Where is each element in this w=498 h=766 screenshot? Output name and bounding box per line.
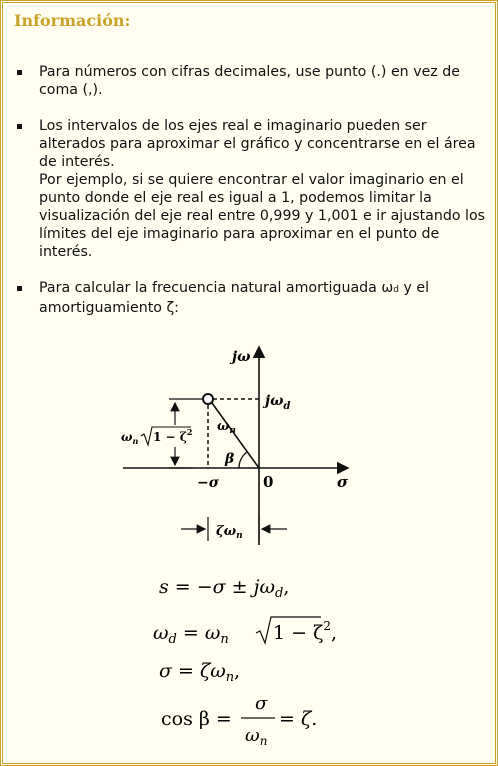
origin-label: 0: [263, 473, 274, 491]
bullet-item: [17, 63, 487, 99]
equations-block: [153, 571, 353, 751]
equation-4-numerator: σ: [255, 693, 268, 714]
equation-1: $s = -\sigma \pm j\omega_d$,: [159, 576, 290, 601]
s-plane-diagram: [113, 335, 363, 555]
bullet-list: [17, 63, 487, 335]
imag-axis-label: jω: [232, 349, 251, 365]
equation-2-radicand: $1 - \zeta^2$,: [273, 619, 338, 644]
left-dim-label: $\omega_n$: [121, 430, 139, 446]
real-axis-label: σ: [337, 473, 349, 491]
equation-3: $\sigma = \zeta\omega_n$,: [159, 660, 241, 685]
bullet-item: [17, 279, 487, 317]
pole-marker: [203, 394, 213, 404]
beta-arc: [239, 452, 247, 468]
bullet-marker-icon: [17, 286, 22, 291]
neg-sigma-label: −σ: [197, 475, 220, 491]
bullet-item: [17, 117, 487, 261]
bullet-text: Para números con cifras decimales, use punto (.) en vez de coma (,).: [39, 64, 461, 98]
bottom-dim-label: $\zeta\omega_n$: [216, 524, 243, 541]
bullet-text-example: Por ejemplo, si se quiere encontrar el valor imaginario en el punto donde el eje real es igual a 1, podemos limitar la visualización del eje real entre 0,999 y 1,001 e ir ajustando los límites del eje imaginario para aproximar en el punto de interés.: [39, 172, 486, 260]
panel-title: Información:: [14, 11, 131, 30]
bullet-text: Para calcular la frecuencia natural amortiguada ωd y el amortiguamiento ζ:: [39, 280, 430, 316]
equation-4-denominator: $\omega_n$: [245, 725, 268, 748]
bullet-text: Los intervalos de los ejes real e imaginario pueden ser alterados para aproximar el gráfico y concentrarse en el área de interés.: [39, 118, 476, 170]
bullet-marker-icon: [17, 124, 22, 129]
jwd-label: $j\omega_d$: [265, 393, 291, 412]
bullet-marker-icon: [17, 70, 22, 75]
equation-4-lhs: cos β =: [161, 708, 232, 730]
equation-2: $\omega_d = \omega_n$: [153, 622, 229, 647]
left-dim-sqrt-body: $1 - \zeta^2$: [153, 427, 193, 444]
wn-vector-label: $\omega_n$: [217, 419, 236, 436]
beta-label: β: [225, 451, 235, 467]
equation-4-rhs: = ζ.: [279, 708, 318, 730]
